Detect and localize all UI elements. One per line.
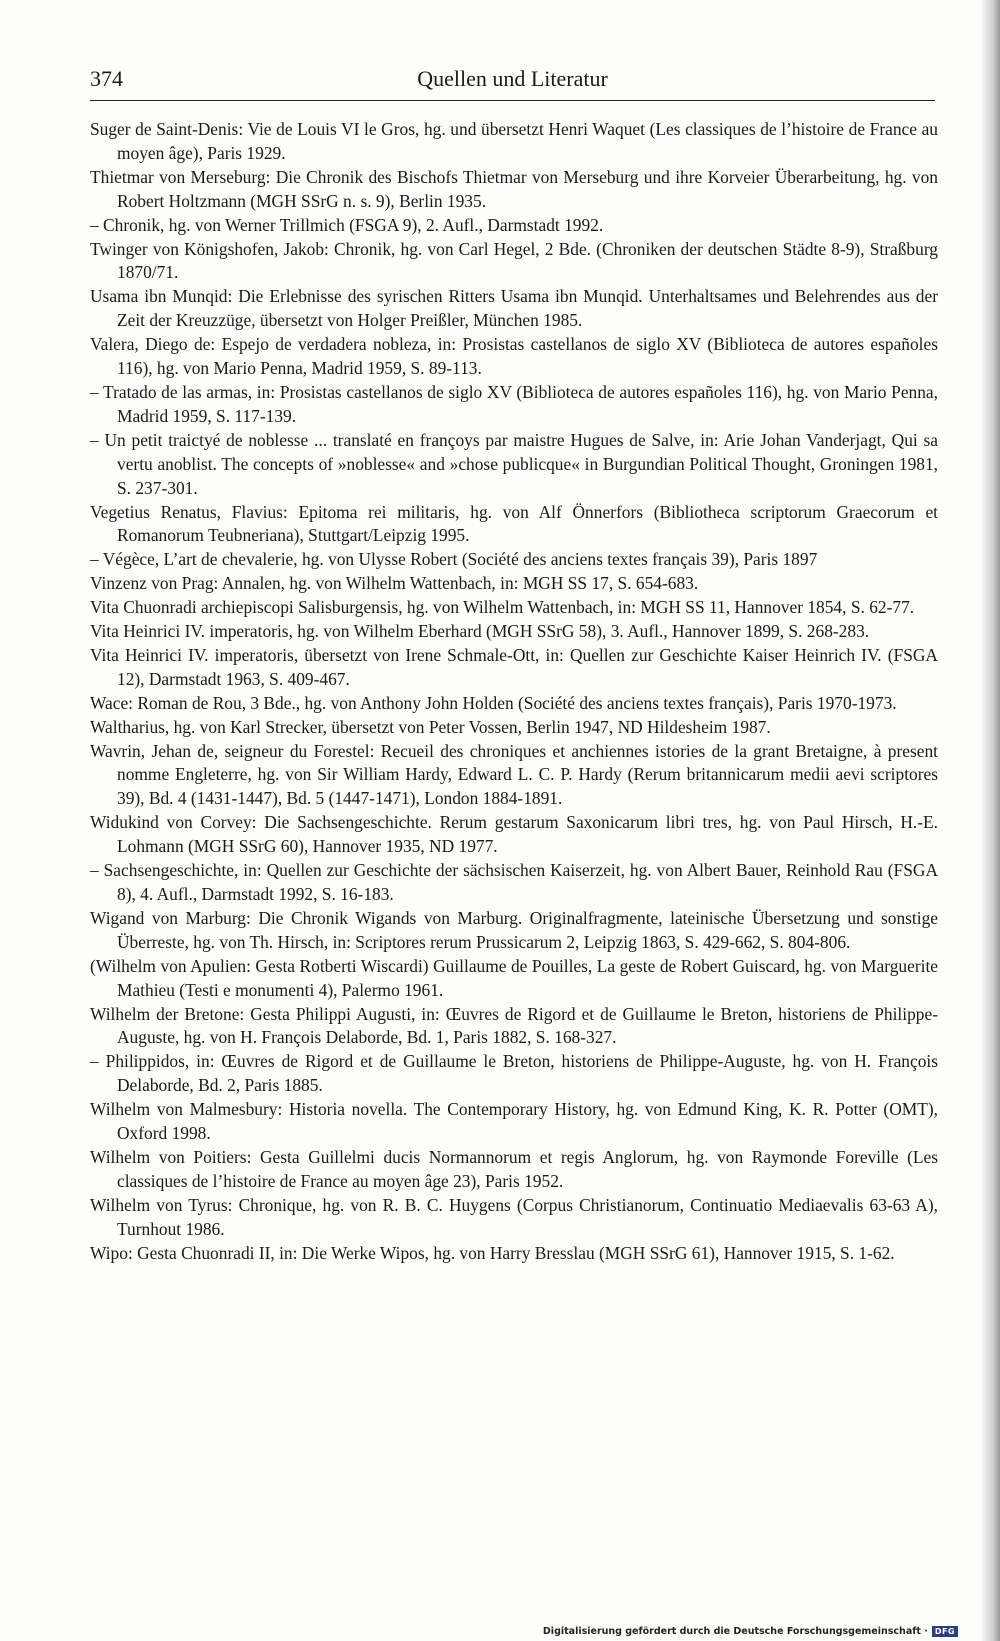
bibliography-entry: – Sachsengeschichte, in: Quellen zur Geschichte der sächsischen Kaiserzeit, hg. von Albert Bauer, Reinhold Rau (FSGA 8), 4. Aufl., Darmstadt 1992, S. 16-183. xyxy=(90,860,938,904)
bibliography-entry: Valera, Diego de: Espejo de verdadera nobleza, in: Prosistas castellanos de siglo XV (Biblioteca de autores españoles 116), hg. von Mario Penna, Madrid 1959, S. 89-113. xyxy=(90,334,938,379)
bibliography-entry: Wilhelm von Poitiers: Gesta Guillelmi ducis Normannorum et regis Anglorum, hg. von Raymonde Foreville (Les classiques de l’histoire de France au moyen âge 23), Paris 1952. xyxy=(90,1146,938,1191)
bibliography-entry: (Wilhelm von Apulien: Gesta Rotberti Wiscardi) Guillaume de Pouilles, La geste de Robert Guiscard, hg. von Marguerite Mathieu (Testi e monumenti 4), Palermo 1961. xyxy=(90,955,938,1000)
running-head: Quellen und Literatur xyxy=(417,66,608,91)
bibliography-entry: Vita Heinrici IV. imperatoris, übersetzt von Irene Schmale-Ott, in: Quellen zur Geschichte Kaiser Heinrich IV. (FSGA 12), Darmstadt 1963, S. 409-467. xyxy=(90,644,938,689)
page-number: 374 xyxy=(90,66,123,91)
bibliography-entry: Vita Chuonradi archiepiscopi Salisburgensis, hg. von Wilhelm Wattenbach, in: MGH SS 11, Hannover 1854, S. 62-77. xyxy=(90,597,915,618)
bibliography-entry: – Philippidos, in: Œuvres de Rigord et de Guillaume le Breton, historiens de Philippe-Auguste, hg. von H. François Delaborde, Bd. 2, Paris 1885. xyxy=(90,1051,938,1096)
bibliography-entry: – Végèce, L’art de chevalerie, hg. von Ulysse Robert (Société des anciens textes français 39), Paris 1897 xyxy=(90,549,818,570)
bibliography-entry: Waltharius, hg. von Karl Strecker, übersetzt von Peter Vossen, Berlin 1947, ND Hildesheim 1987. xyxy=(90,716,771,737)
bibliography-entry: Wace: Roman de Rou, 3 Bde., hg. von Anthony John Holden (Société des anciens textes français), Paris 1970-1973. xyxy=(90,692,897,713)
bibliography-entry: Twinger von Königshofen, Jakob: Chronik, hg. von Carl Hegel, 2 Bde. (Chroniken der deutschen Städte 8-9), Straßburg 1870/71. xyxy=(90,238,938,283)
page-header xyxy=(90,64,935,101)
bibliography-list xyxy=(90,118,938,1266)
bibliography-entry: Vita Heinrici IV. imperatoris, hg. von Wilhelm Eberhard (MGH SSrG 58), 3. Aufl., Hannover 1899, S. 268-283. xyxy=(90,621,870,642)
bibliography-entry: Wipo: Gesta Chuonradi II, in: Die Werke Wipos, hg. von Harry Bresslau (MGH SSrG 61), Hannover 1915, S. 1-62. xyxy=(90,1242,895,1263)
bibliography-entry: Wilhelm von Tyrus: Chronique, hg. von R. B. C. Huygens (Corpus Christianorum, Continuatio Mediaevalis 63-63 A), Turnhout 1986. xyxy=(90,1194,938,1239)
bibliography-entry: Wilhelm von Malmesbury: Historia novella. The Contemporary History, hg. von Edmund King, K. R. Potter (OMT), Oxford 1998. xyxy=(90,1099,938,1144)
bibliography-entry: Suger de Saint-Denis: Vie de Louis VI le Gros, hg. und übersetzt Henri Waquet (Les classiques de l’histoire de France au moyen âge), Paris 1929. xyxy=(90,119,938,163)
bibliography-entry: Thietmar von Merseburg: Die Chronik des Bischofs Thietmar von Merseburg und ihre Korveier Überarbeitung, hg. von Robert Holtzmann (MGH SSrG n. s. 9), Berlin 1935. xyxy=(90,166,938,211)
bibliography-entry: Wilhelm der Bretone: Gesta Philippi Augusti, in: Œuvres de Rigord et de Guillaume le Breton, historiens de Philippe-Auguste, hg. von H. François Delaborde, Bd. 1, Paris 1882, S. 168-327. xyxy=(90,1003,938,1048)
page-edge-shadow xyxy=(982,0,1000,1641)
dfg-logo: DFG xyxy=(932,1626,958,1637)
digitization-footer xyxy=(543,1624,958,1639)
bibliography-entry: Widukind von Corvey: Die Sachsengeschichte. Rerum gestarum Saxonicarum libri tres, hg. von Paul Hirsch, H.-E. Lohmann (MGH SSrG 60), Hannover 1935, ND 1977. xyxy=(90,812,938,857)
bibliography-entry: – Un petit traictyé de noblesse ... translaté en françoys par maistre Hugues de Salve, in: Arie Johan Vanderjagt, Qui sa vertu anoblist. The concepts of »noblesse« and »chose publicque« in Burgundian Political Thought, Groningen 1981, S. 237-301. xyxy=(90,429,938,498)
footer-credit: Digitalisierung gefördert durch die Deutsche Forschungsgemeinschaft · xyxy=(542,1626,928,1637)
bibliography-entry: Vinzenz von Prag: Annalen, hg. von Wilhelm Wattenbach, in: MGH SS 17, S. 654-683. xyxy=(90,573,699,594)
bibliography-entry: Usama ibn Munqid: Die Erlebnisse des syrischen Ritters Usama ibn Munqid. Unterhaltsames und Belehrendes aus der Zeit der Kreuzzüge, übersetzt von Holger Preißler, München 1985. xyxy=(90,286,938,331)
bibliography-entry: Wigand von Marburg: Die Chronik Wigands von Marburg. Originalfragmente, lateinische Übersetzung und sonstige Überreste, hg. von Th. Hirsch, in: Scriptores rerum Prussicarum 2, Leipzig 1863, S. 429-662, S. 804-806. xyxy=(90,907,938,952)
bibliography-entry: Vegetius Renatus, Flavius: Epitoma rei militaris, hg. von Alf Önnerfors (Bibliotheca scriptorum Graecorum et Romanorum Teubneriana), Stuttgart/Leipzig 1995. xyxy=(90,501,938,546)
bibliography-entry: Wavrin, Jehan de, seigneur du Forestel: Recueil des chroniques et anchiennes istories de la grant Bretaigne, à present nomme Engleterre, hg. von Sir William Hardy, Edward L. C. P. Hardy (Rerum britannicarum medii aevi scriptores 39), Bd. 4 (1431-1447), Bd. 5 (1447-1471), London 1884-1891. xyxy=(90,740,938,809)
bibliography-entry: – Chronik, hg. von Werner Trillmich (FSGA 9), 2. Aufl., Darmstadt 1992. xyxy=(90,214,604,235)
bibliography-entry: – Tratado de las armas, in: Prosistas castellanos de siglo XV (Biblioteca de autores españoles 116), hg. von Mario Penna, Madrid 1959, S. 117-139. xyxy=(90,381,938,426)
